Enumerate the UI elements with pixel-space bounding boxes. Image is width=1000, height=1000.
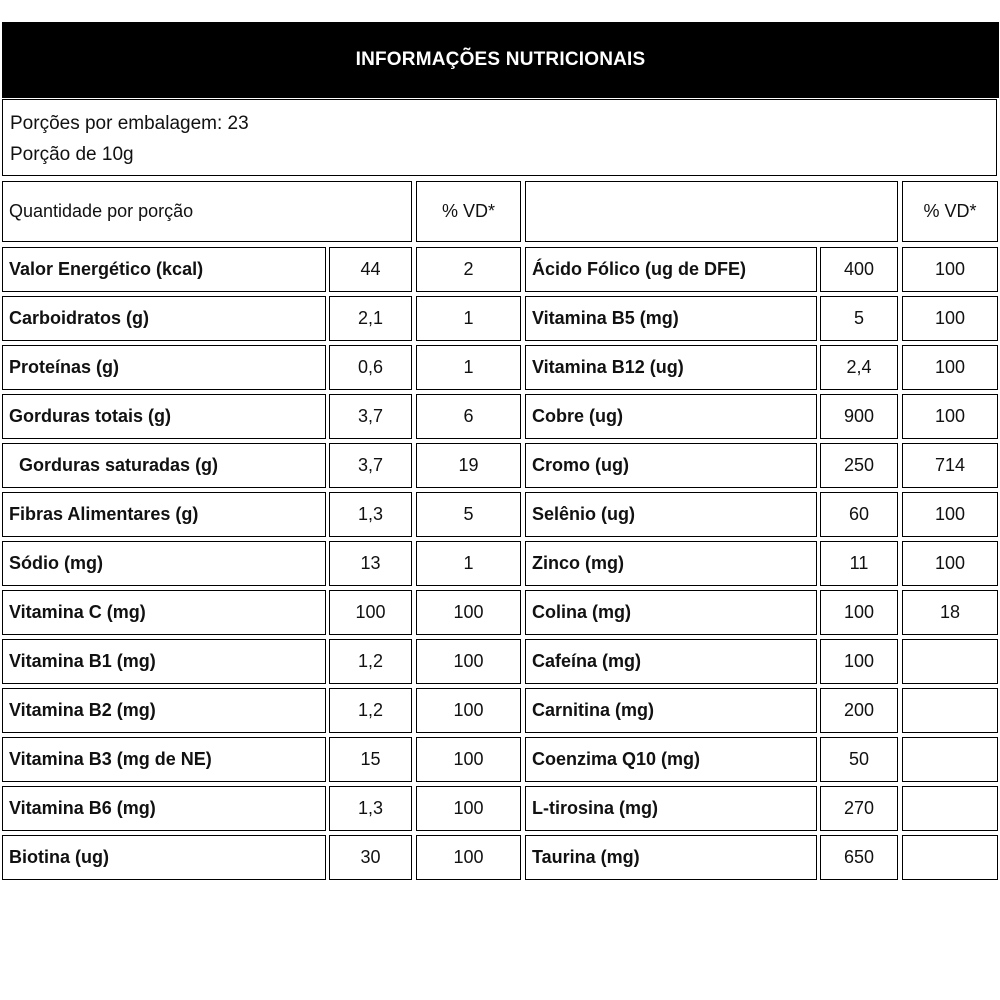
nutrient-value-right: 2,4	[820, 345, 898, 390]
nutrient-label-right: Coenzima Q10 (mg)	[525, 737, 817, 782]
nutrient-vd-left: 100	[416, 688, 521, 733]
nutrient-vd-right: 18	[902, 590, 998, 635]
nutrient-label-left: Vitamina C (mg)	[2, 590, 326, 635]
nutrient-value-left: 2,1	[329, 296, 412, 341]
nutrient-label-left: Carboidratos (g)	[2, 296, 326, 341]
nutrient-vd-left: 1	[416, 541, 521, 586]
nutrient-label-left: Vitamina B1 (mg)	[2, 639, 326, 684]
nutrient-value-right: 11	[820, 541, 898, 586]
nutrient-label-right: Vitamina B5 (mg)	[525, 296, 817, 341]
nutrient-vd-right	[902, 786, 998, 831]
nutrient-label-right: Taurina (mg)	[525, 835, 817, 880]
nutrient-value-right: 100	[820, 639, 898, 684]
header-vd-right: % VD*	[902, 181, 998, 242]
nutrient-label-left: Gorduras totais (g)	[2, 394, 326, 439]
nutrient-vd-left: 100	[416, 835, 521, 880]
nutrient-vd-right	[902, 639, 998, 684]
nutrient-value-left: 30	[329, 835, 412, 880]
nutrient-value-left: 1,2	[329, 688, 412, 733]
nutrient-vd-left: 1	[416, 345, 521, 390]
nutrient-vd-left: 100	[416, 737, 521, 782]
nutrient-value-left: 3,7	[329, 394, 412, 439]
nutrient-label-left: Vitamina B2 (mg)	[2, 688, 326, 733]
nutrient-value-left: 100	[329, 590, 412, 635]
servings-info	[2, 99, 997, 176]
nutrient-vd-right: 100	[902, 247, 998, 292]
nutrient-label-left: Fibras Alimentares (g)	[2, 492, 326, 537]
nutrient-vd-left: 100	[416, 590, 521, 635]
header-blank-right	[525, 181, 898, 242]
nutrient-vd-left: 5	[416, 492, 521, 537]
nutrient-vd-left: 1	[416, 296, 521, 341]
nutrient-value-left: 1,3	[329, 492, 412, 537]
nutrient-label-right: Colina (mg)	[525, 590, 817, 635]
servings-per-package: Porções por embalagem: 23	[10, 113, 249, 134]
nutrient-vd-right	[902, 688, 998, 733]
nutrient-value-left: 13	[329, 541, 412, 586]
nutrient-label-left: Valor Energético (kcal)	[2, 247, 326, 292]
nutrient-value-right: 5	[820, 296, 898, 341]
nutrient-value-right: 60	[820, 492, 898, 537]
nutrient-label-left: Vitamina B6 (mg)	[2, 786, 326, 831]
nutrient-vd-left: 6	[416, 394, 521, 439]
nutrient-label-right: Cromo (ug)	[525, 443, 817, 488]
nutrient-value-right: 50	[820, 737, 898, 782]
nutrient-label-right: Zinco (mg)	[525, 541, 817, 586]
nutrient-label-right: Cafeína (mg)	[525, 639, 817, 684]
nutrient-vd-right: 100	[902, 394, 998, 439]
nutrient-vd-right: 714	[902, 443, 998, 488]
nutrient-value-left: 3,7	[329, 443, 412, 488]
nutrient-value-right: 900	[820, 394, 898, 439]
nutrient-label-right: L-tirosina (mg)	[525, 786, 817, 831]
nutrient-label-right: Ácido Fólico (ug de DFE)	[525, 247, 817, 292]
nutrient-vd-left: 100	[416, 786, 521, 831]
nutrient-vd-left: 100	[416, 639, 521, 684]
nutrient-vd-left: 2	[416, 247, 521, 292]
nutrient-vd-right: 100	[902, 345, 998, 390]
nutrient-vd-right: 100	[902, 541, 998, 586]
nutrient-value-right: 100	[820, 590, 898, 635]
serving-size: Porção de 10g	[10, 144, 134, 165]
nutrient-label-left: Vitamina B3 (mg de NE)	[2, 737, 326, 782]
nutrient-value-right: 650	[820, 835, 898, 880]
nutrient-value-right: 250	[820, 443, 898, 488]
nutrient-value-right: 400	[820, 247, 898, 292]
header-quantity: Quantidade por porção	[2, 181, 412, 242]
nutrient-value-left: 1,3	[329, 786, 412, 831]
nutrient-label-right: Vitamina B12 (ug)	[525, 345, 817, 390]
header-vd-left: % VD*	[416, 181, 521, 242]
nutrient-value-left: 44	[329, 247, 412, 292]
nutrient-value-left: 0,6	[329, 345, 412, 390]
nutrient-label-left: Sódio (mg)	[2, 541, 326, 586]
nutrient-value-right: 270	[820, 786, 898, 831]
nutrient-vd-right: 100	[902, 296, 998, 341]
nutrient-vd-left: 19	[416, 443, 521, 488]
nutrient-vd-right	[902, 737, 998, 782]
nutrient-vd-right	[902, 835, 998, 880]
nutrient-label-left: Proteínas (g)	[2, 345, 326, 390]
nutrient-label-right: Selênio (ug)	[525, 492, 817, 537]
nutrient-value-right: 200	[820, 688, 898, 733]
nutrient-label-right: Cobre (ug)	[525, 394, 817, 439]
nutrient-vd-right: 100	[902, 492, 998, 537]
nutrient-value-left: 15	[329, 737, 412, 782]
nutrient-value-left: 1,2	[329, 639, 412, 684]
nutrition-title: INFORMAÇÕES NUTRICIONAIS	[2, 22, 999, 98]
nutrient-label-left: Biotina (ug)	[2, 835, 326, 880]
nutrient-label-right: Carnitina (mg)	[525, 688, 817, 733]
nutrient-label-left: Gorduras saturadas (g)	[2, 443, 326, 488]
